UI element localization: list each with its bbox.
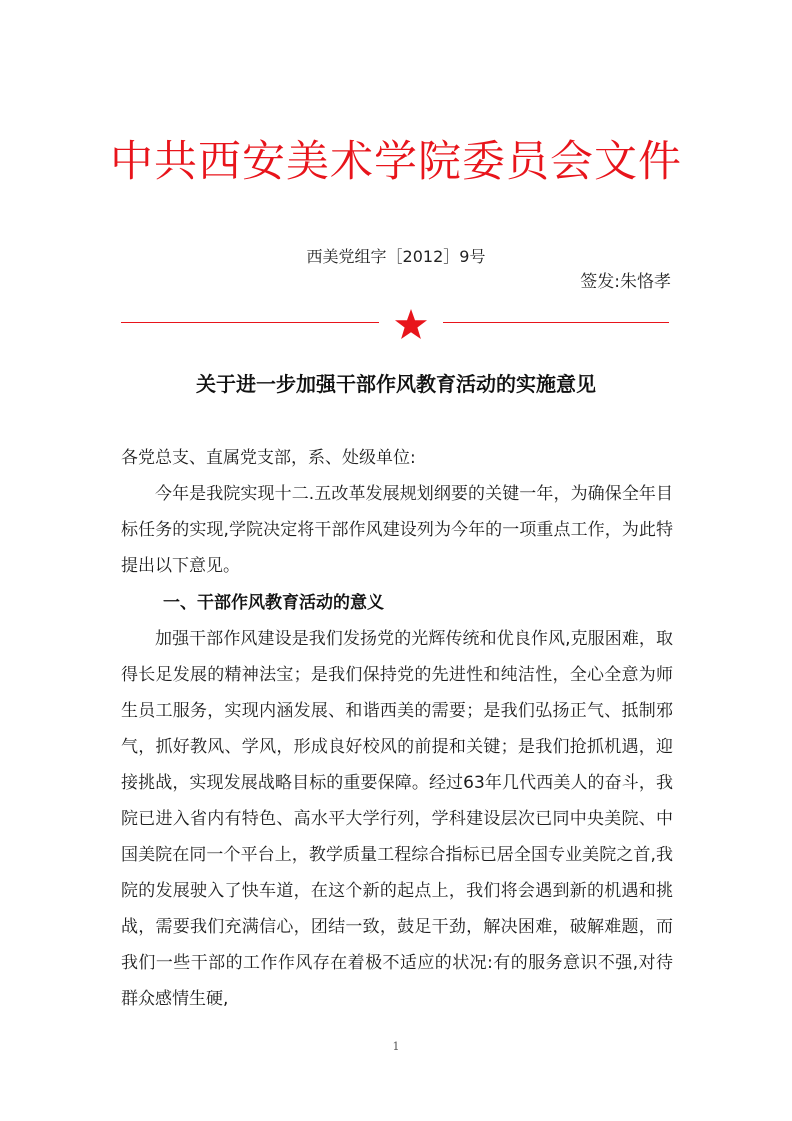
document-number: 西美党组字［2012］9号 bbox=[306, 247, 486, 266]
section-heading: 一、干部作风教育活动的意义 bbox=[163, 593, 384, 613]
salutation: 各党总支、直属党支部，系、处级单位: bbox=[121, 448, 416, 468]
body-paragraph: 加强干部作风建设是我们发扬党的光辉传统和优良作风,克服困难，取得长足发展的精神法宝；是我们保持党的先进性和纯洁性，全心全意为师生员工服务，实现内涵发展、和谐西美的需要；是我们弘扬正气、抵制邪气，抓好教风、学风，形成良好校风的前提和关键；是我们抢抓机遇，迎接挑战，实现发展战略目标的重要保障。经过63年几代西美人的奋斗，我院已进入省内有特色、高水平大学行列，学科建设层次已同中央美院、中国美院在同一个平台上，教学质量工程综合指标已居全国专业美院之首,我院的发展驶入了快车道，在这个新的起点上，我们将会遇到新的机遇和挑战，需要我们充满信心，团结一致，鼓足干劲，解决困难，破解难题，而我们一些干部的工作作风存在着极不适应的状况:有的服务意识不强,对待群众感情生硬, bbox=[121, 629, 673, 1009]
intro-paragraph: 今年是我院实现十二.五改革发展规划纲要的关键一年，为确保全年目标任务的实现,学院决定将干部作风建设列为今年的一项重点工作，为此特提出以下意见。 bbox=[121, 484, 673, 576]
signer-line: 签发:朱恪孝 bbox=[580, 272, 671, 292]
red-divider-left bbox=[121, 322, 379, 323]
page-number: 1 bbox=[392, 1040, 400, 1053]
star-icon bbox=[394, 308, 428, 340]
red-divider-right bbox=[443, 322, 669, 323]
document-subject: 关于进一步加强干部作风教育活动的实施意见 bbox=[196, 372, 596, 396]
document-header-title: 中共西安美术学院委员会文件 bbox=[110, 137, 682, 187]
